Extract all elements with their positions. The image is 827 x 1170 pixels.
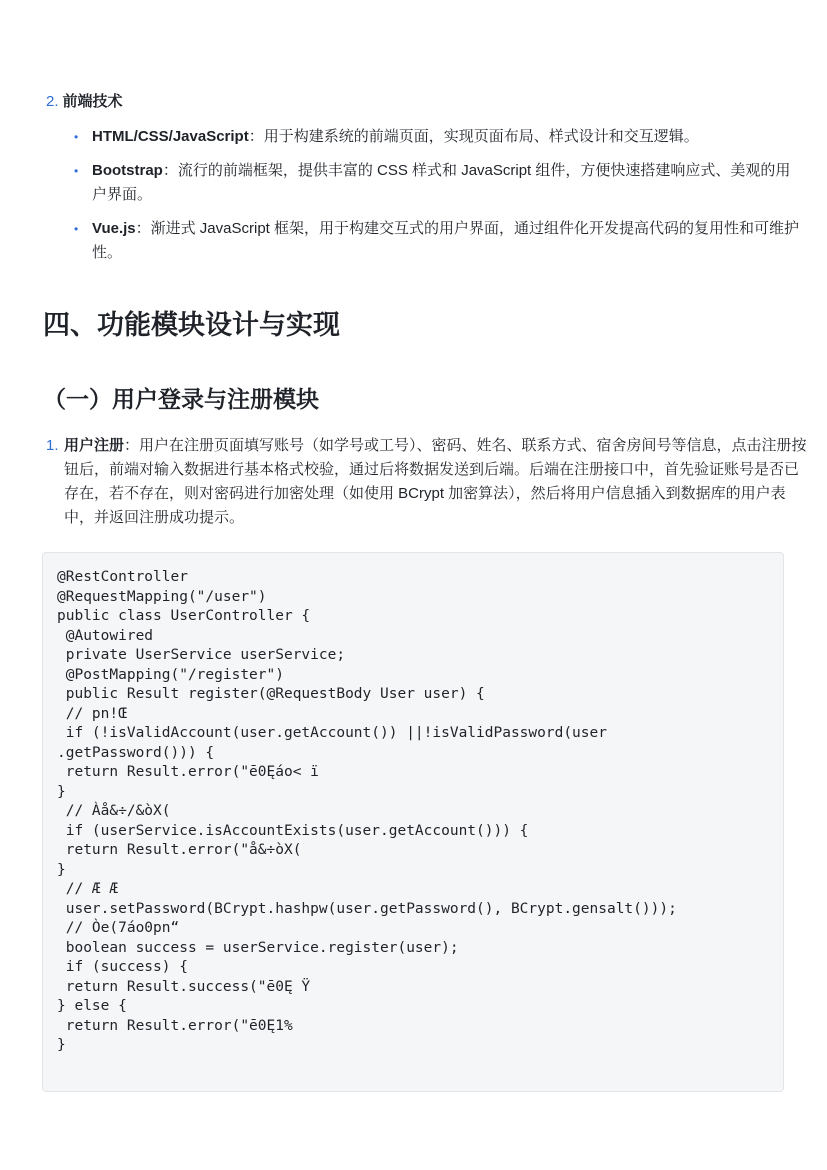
code-line: // Àå&÷/&òX( [57, 803, 171, 819]
code-line: @RestController [57, 569, 188, 585]
code-line: return Result.error("ē0Ęáo< ï [57, 764, 319, 780]
code-block [42, 552, 784, 1092]
code-line: if (userService.isAccountExists(user.getAccount())) { [57, 822, 529, 839]
code-line: boolean success = userService.register(user); [57, 939, 459, 956]
subsection-heading: （一）用户登录与注册模块 [43, 386, 319, 412]
list-number: 1. [46, 437, 59, 454]
code-line: // Òe(7áo0pn“ [57, 920, 180, 936]
bullet-term: Bootstrap [92, 162, 163, 179]
code-line: user.setPassword(BCrypt.hashpw(user.getPassword(), BCrypt.gensalt())); [57, 900, 677, 917]
bullet-dot-icon: • [74, 222, 79, 236]
code-line: if (!isValidAccount(user.getAccount()) ||!isValidPassword(user [57, 725, 607, 741]
code-line: return Result.success("ē0Ę Ÿ [57, 978, 311, 995]
code-line: @PostMapping("/register") [57, 666, 284, 683]
code-line: .getPassword())) { [57, 744, 215, 761]
bullet-desc: ：流行的前端框架，提供丰富的 CSS 样式和 JavaScript 组件，方便快速搭建响应式、美观的用户界面。 [92, 162, 791, 203]
code-line: // Æ Æ [57, 881, 119, 897]
bullet-term: HTML/CSS/JavaScript [92, 128, 249, 145]
bullet-item-vue [72, 217, 802, 265]
code-line: private UserService userService; [57, 647, 346, 663]
bullet-dot-icon: • [74, 164, 79, 178]
code-line: // pn!Œ [57, 705, 127, 722]
register-term: 用户注册 [64, 437, 125, 454]
code-line: public class UserController { [57, 608, 311, 624]
code-line: @RequestMapping("/user") [57, 588, 267, 605]
list-number: 2. [46, 93, 59, 110]
frontend-heading [46, 90, 123, 114]
frontend-title: 前端技术 [62, 93, 123, 110]
code-line: return Result.error("ē0Ę1% [57, 1017, 293, 1034]
code-line: @Autowired [57, 627, 154, 644]
code-line: } [57, 1037, 66, 1053]
code-line: return Result.error("å&÷òX( [57, 842, 302, 858]
bullet-dot-icon: • [74, 130, 79, 144]
bullet-desc: ：用于构建系统的前端页面，实现页面布局、样式设计和交互逻辑。 [248, 128, 699, 145]
section-heading: 四、功能模块设计与实现 [43, 310, 340, 340]
register-paragraph [46, 434, 812, 526]
code-line: if (success) { [57, 959, 188, 975]
code-line: } [57, 861, 66, 878]
register-desc: ：用户在注册页面填写账号（如学号或工号）、密码、姓名、联系方式、宿舍房间号等信息，点击注册按钮后，前端对输入数据进行基本格式校验，通过后将数据发送到后端。后端在注册接口中，首先验证账号是否已存在，若不存在，则对密码进行加密处理（如使用 BCrypt 加密算法），然后将用户信息插入到数据库的用户表中，并返回注册成功提示。 [64, 437, 807, 526]
frontend-bullet-list [72, 125, 802, 275]
bullet-item-bootstrap [72, 159, 802, 207]
bullet-item-html [72, 125, 802, 149]
code-line: } else { [57, 998, 127, 1014]
bullet-term: Vue.js [92, 220, 136, 237]
code-line: public Result register(@RequestBody User user) { [57, 686, 485, 702]
register-body [64, 434, 809, 530]
bullet-desc: ：渐进式 JavaScript 框架，用于构建交互式的用户界面，通过组件化开发提高代码的复用性和可维护性。 [92, 220, 800, 261]
code-line: } [57, 783, 66, 800]
